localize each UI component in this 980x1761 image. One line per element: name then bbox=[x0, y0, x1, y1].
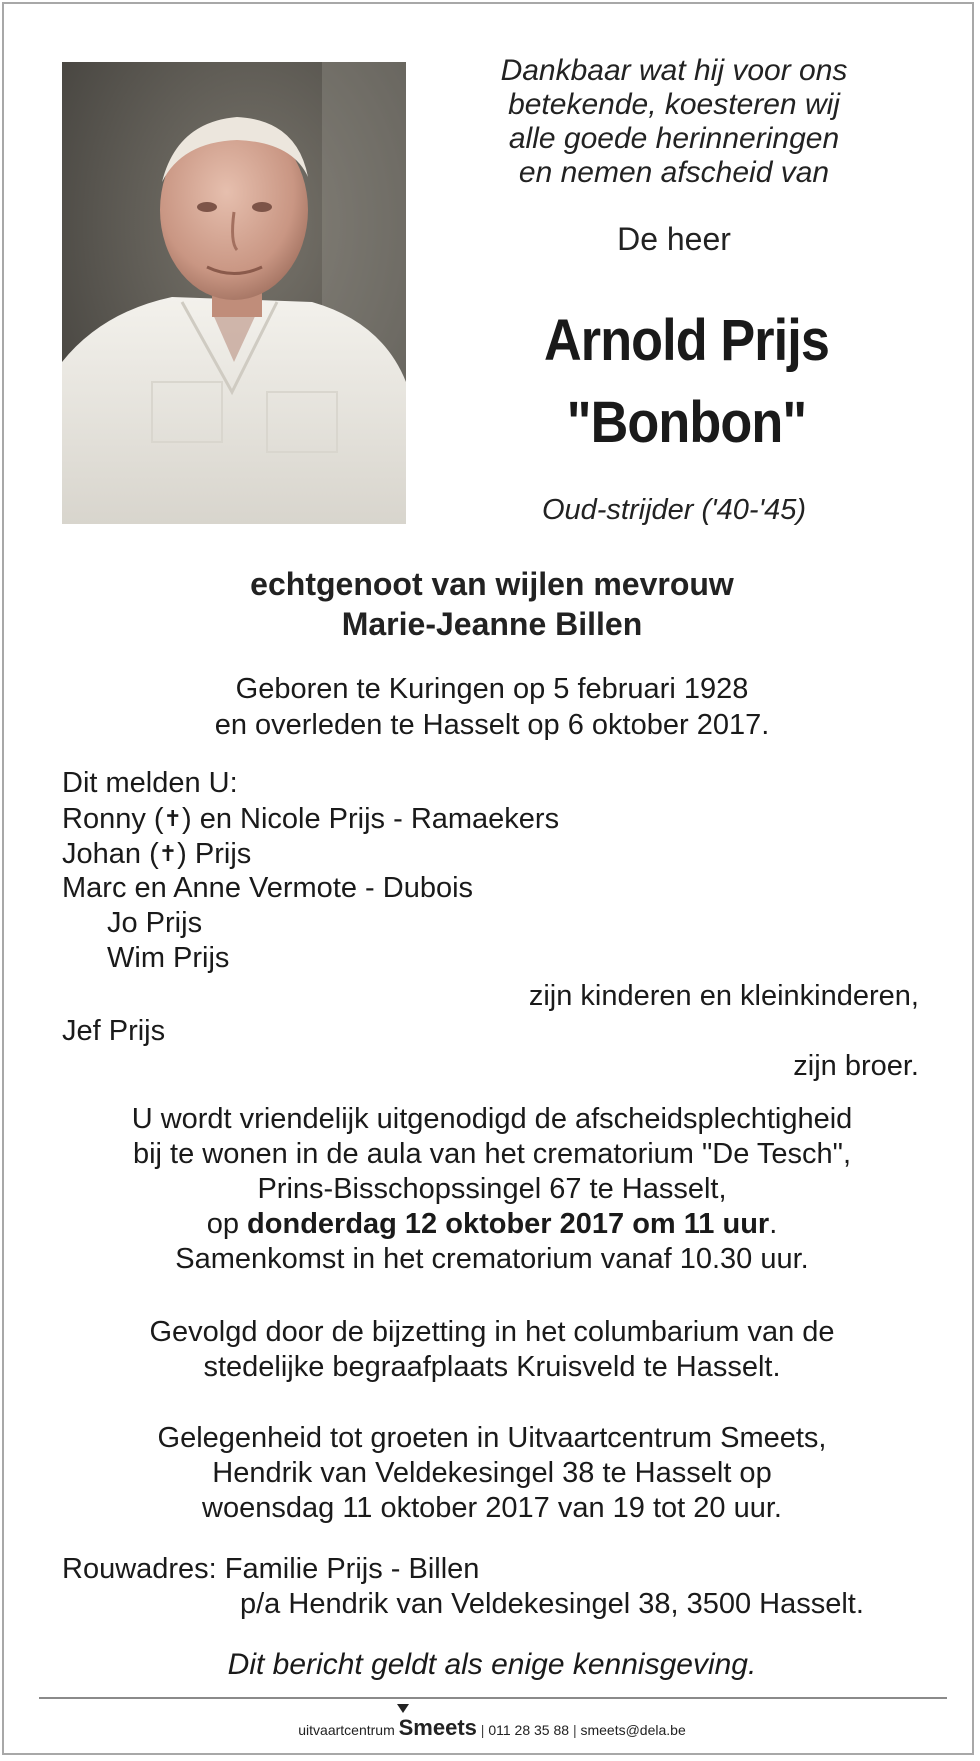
salutation: De heer bbox=[617, 221, 731, 257]
footer-phone: 011 28 35 88 bbox=[488, 1722, 570, 1738]
ceremony-line: bij te wonen in de aula van het crematorium "De Tesch", bbox=[132, 1138, 852, 1170]
family-member-jo: Jo Prijs bbox=[107, 907, 203, 939]
notice-text: Dit bericht geldt als enige kennisgeving. bbox=[227, 1648, 757, 1681]
deceased-name: Arnold Prijs bbox=[543, 308, 830, 373]
burial-line: Gevolgd door de bijzetting in het columbarium van de bbox=[149, 1316, 835, 1348]
intro-line: Dankbaar wat hij voor ons bbox=[500, 54, 848, 87]
brother-label: zijn broer. bbox=[793, 1050, 919, 1082]
cross-icon: ✝ bbox=[163, 806, 182, 831]
ceremony-date-prefix: op bbox=[206, 1208, 248, 1240]
ceremony-date: donderdag 12 oktober 2017 om 11 uur bbox=[247, 1208, 770, 1240]
address-line-1: Rouwadres: Familie Prijs - Billen bbox=[62, 1553, 480, 1585]
footer-divider bbox=[39, 1697, 947, 1699]
deceased-name-block bbox=[468, 300, 905, 464]
visitation-line: Hendrik van Veldekesingel 38 te Hasselt op bbox=[212, 1457, 772, 1489]
ceremony-date-line bbox=[4, 1207, 980, 1242]
family-text: ) en Nicole Prijs - Ramaekers bbox=[181, 803, 560, 835]
family-member-jef: Jef Prijs bbox=[62, 1015, 166, 1047]
deceased-title: Oud-strijder ('40-'45) bbox=[541, 494, 807, 526]
children-label: zijn kinderen en kleinkinderen, bbox=[528, 980, 919, 1012]
birth-line: Geboren te Kuringen op 5 februari 1928 bbox=[235, 673, 749, 705]
visitation-line: woensdag 11 oktober 2017 van 19 tot 20 uur. bbox=[202, 1492, 782, 1524]
triangle-marker-icon bbox=[397, 1704, 409, 1713]
intro-line: alle goede herinneringen bbox=[508, 122, 840, 155]
family-member-ronny bbox=[62, 801, 922, 837]
intro-text bbox=[444, 54, 904, 190]
family-member-marc: Marc en Anne Vermote - Dubois bbox=[62, 872, 474, 904]
dates-block bbox=[4, 671, 980, 743]
family-member-wim: Wim Prijs bbox=[107, 942, 230, 974]
deceased-nickname: "Bonbon" bbox=[566, 390, 807, 455]
burial-line: stedelijke begraafplaats Kruisveld te Hasselt. bbox=[203, 1351, 781, 1383]
obituary-card bbox=[2, 2, 974, 1755]
family-member-johan bbox=[62, 836, 922, 872]
death-line: en overleden te Hasselt op 6 oktober 2017. bbox=[214, 709, 770, 741]
ceremony-block bbox=[4, 1102, 980, 1277]
ceremony-line: U wordt vriendelijk uitgenodigd de afscheidsplechtigheid bbox=[131, 1103, 853, 1135]
spouse-line-1: echtgenoot van wijlen mevrouw bbox=[250, 566, 734, 602]
visitation-line: Gelegenheid tot groeten in Uitvaartcentrum Smeets, bbox=[157, 1422, 827, 1454]
family-text: ) Prijs bbox=[177, 838, 252, 870]
footer-separator: | bbox=[572, 1722, 577, 1738]
family-heading: Dit melden U: bbox=[62, 767, 238, 799]
burial-block bbox=[4, 1315, 980, 1385]
family-text: Ronny ( bbox=[62, 803, 164, 835]
cross-icon: ✝ bbox=[158, 841, 178, 866]
spouse-line-2: Marie-Jeanne Billen bbox=[341, 606, 643, 642]
intro-line: en nemen afscheid van bbox=[518, 156, 830, 189]
footer bbox=[4, 1715, 980, 1741]
intro-line: betekende, koesteren wij bbox=[508, 88, 840, 121]
footer-brand: Smeets bbox=[398, 1715, 477, 1740]
address-line-2: p/a Hendrik van Veldekesingel 38, 3500 Hasselt. bbox=[240, 1588, 864, 1620]
spouse-block bbox=[4, 564, 980, 644]
visitation-block bbox=[4, 1421, 980, 1526]
footer-email[interactable]: smeets@dela.be bbox=[580, 1722, 686, 1738]
ceremony-line: Samenkomst in het crematorium vanaf 10.30 uur. bbox=[175, 1243, 809, 1275]
ceremony-date-suffix: . bbox=[769, 1208, 778, 1240]
portrait-photo bbox=[62, 62, 406, 524]
footer-separator: | bbox=[480, 1722, 485, 1738]
family-text: Johan ( bbox=[62, 838, 159, 870]
ceremony-line: Prins-Bisschopssingel 67 te Hasselt, bbox=[257, 1173, 727, 1205]
footer-prefix: uitvaartcentrum bbox=[298, 1722, 395, 1738]
